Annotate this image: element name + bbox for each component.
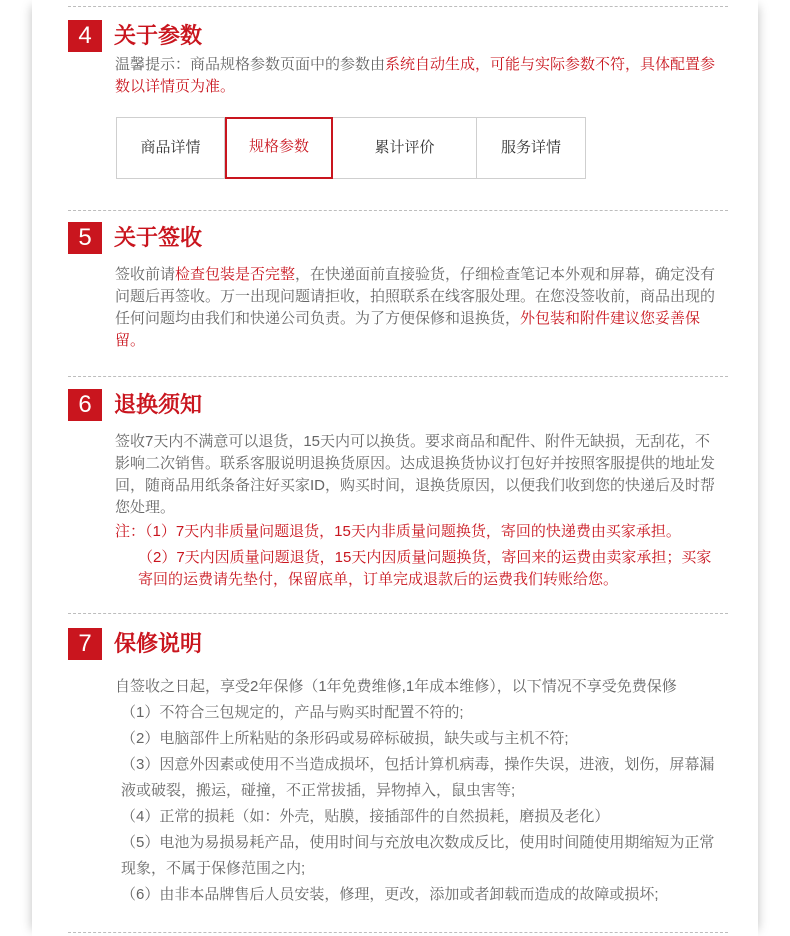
section-header [68,18,728,54]
returns-note-1: 注：（1）7天内非质量问题退货，15天内非质量问题换货，寄回的快递费由买家承担。 [115,523,681,540]
section-number: 4 [68,20,102,52]
section-params [68,18,728,98]
returns-note-2: （2）7天内因质量问题退货，15天内因质量问题换货，寄回来的运费由卖家承担；买家寄回的运费请先垫付，保留底单，订单完成退款后的运费我们转账给您。 [138,549,712,588]
section-warranty [68,626,728,908]
divider [68,210,728,211]
section-header [68,220,728,256]
params-note-text: 温馨提示：商品规格参数页面中的参数由 [115,56,386,73]
section-title: 关于参数 [114,23,203,48]
warranty-item: （4）正常的损耗（如：外壳，贴膜，接插部件的自然损耗，磨损及老化） [121,808,610,825]
tab-bar [116,117,586,179]
section-number: 5 [68,222,102,254]
receipt-text [115,264,723,352]
returns-text: 签收7天内不满意可以退货，15天内可以换货。要求商品和配件、附件无缺损，无刮花，不影响二次销售。联系客服说明退换货原因。达成退换货协议打包好并按照客服提供的地址发回，随商品用纸条备注好买家ID，购买时间，退换货原因，以便我们收到您的快递后及时帮您处理。 [115,433,716,516]
section-receipt [68,220,728,352]
warranty-intro: 自签收之日起，享受2年保修（1年免费维修,1年成本维修），以下情况不享受免费保修 [115,678,677,695]
tab-service-details[interactable]: 服务详情 [477,118,585,178]
tab-product-details[interactable]: 商品详情 [117,118,225,178]
warranty-item: （3）因意外因素或使用不当造成损坏，包括计算机病毒，操作失误，进液，划伤，屏幕漏液或破裂，搬运，碰撞，不正常拔插，异物掉入，鼠虫害等; [121,756,715,799]
tab-reviews[interactable]: 累计评价 [333,118,477,178]
section-number: 7 [68,628,102,660]
section-title: 退换须知 [114,392,203,417]
section-header [68,387,728,423]
section-returns [68,387,728,591]
params-note-highlight: 系统自动生成，可能与实际参数不符，具体配置参数以详情页为准。 [115,56,716,95]
divider [68,613,728,614]
divider [68,376,728,377]
warranty-item: （5）电池为易损易耗产品，使用时间与充放电次数成反比，使用时间随使用期缩短为正常现象，不属于保修范围之内; [121,834,715,877]
receipt-highlight: 外包装和附件建议您妥善保留。 [115,310,701,349]
warranty-list [115,674,727,908]
receipt-text-part: ，在快递面前直接验货，仔细检查笔记本外观和屏幕，确定没有问题后再签收。万一出现问题请拒收，拍照联系在线客服处理。在您没签收前，商品出现的任何问题均由我们和快递公司负责。为了方便保修和退换货， [115,266,716,327]
section-header [68,626,728,662]
section-number: 6 [68,389,102,421]
tab-specifications[interactable]: 规格参数 [225,117,333,179]
receipt-highlight: 检查包装是否完整 [175,266,296,283]
section-title: 关于签收 [114,225,203,250]
divider [68,932,728,933]
receipt-text-part: 签收前请 [115,266,176,283]
warranty-item: （6）由非本品牌售后人员安装，修理，更改，添加或者卸载而造成的故障或损坏; [121,886,659,903]
divider [68,6,728,7]
warranty-item: （2）电脑部件上所粘贴的条形码或易碎标破损，缺失或与主机不符; [121,730,569,747]
params-note [115,54,723,98]
section-title: 保修说明 [114,631,203,656]
warranty-item: （1）不符合三包规定的，产品与购买时配置不符的; [121,704,464,721]
